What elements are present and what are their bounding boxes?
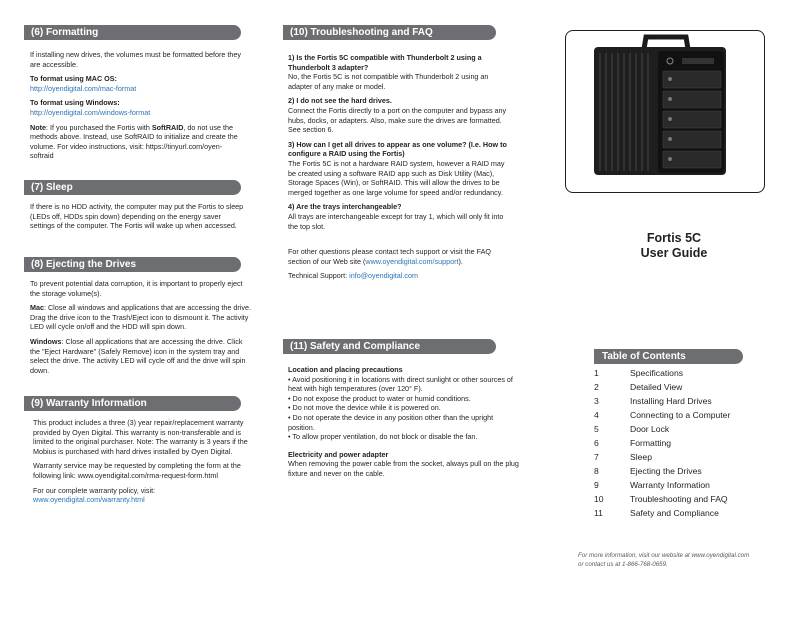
safety-location-title: Location and placing precautions bbox=[288, 365, 403, 374]
toc-header: Table of Contents bbox=[594, 349, 743, 364]
warranty-p3: For our complete warranty policy, visit: bbox=[33, 485, 156, 495]
toc-item[interactable]: 3 Installing Hard Drives bbox=[594, 396, 712, 406]
softraid-note: Note: If you purchased the Fortis with SoftRAID, do not use the methods above. Instead, use SoftRAID to initialize and create the volume. For video instructions, visit: https://tinyurl.com/oyen-softraid bbox=[30, 122, 238, 161]
ejecting-intro: To prevent potential data corruption, it is important to properly eject the storage volume(s). bbox=[30, 279, 243, 298]
formatting-intro: If installing new drives, the volumes must be formatted before they are accessible. bbox=[30, 50, 241, 69]
windows-format-label: To format using Windows: bbox=[30, 98, 120, 108]
footer-line2: or contact us at 1-866-768-0659. bbox=[578, 561, 668, 568]
guide-title-line2: User Guide bbox=[640, 246, 708, 260]
faq-a2: Connect the Fortis directly to a port on the computer and bypass any hubs, docks, or adapters. Also, make sure the drives are formatted. See section 6. bbox=[288, 105, 507, 135]
faq-q4: 4) Are the trays interchangeable? bbox=[288, 202, 402, 212]
section-header-warranty: (9) Warranty Information bbox=[24, 396, 241, 411]
safety-electricity-title: Electricity and power adapter bbox=[288, 449, 389, 459]
toc-item[interactable]: 10 Troubleshooting and FAQ bbox=[594, 494, 728, 504]
section-header-safety: (11) Safety and Compliance bbox=[283, 339, 496, 354]
faq-q3: 3) How can I get all drives to appear as one volume? (I.e. How to configure a RAID using the Fortis) bbox=[288, 139, 507, 159]
faq-q1: 1) Is the Fortis 5C compatible with Thunderbolt 2 using a Thunderbolt 3 adapter? bbox=[288, 53, 482, 72]
faq-other-questions: For other questions please contact tech support or visit the FAQ section of our Web site (www.oyendigital.com/support). bbox=[288, 247, 491, 266]
section-header-formatting: (6) Formatting bbox=[24, 25, 241, 40]
safety-bullet: • Do not expose the product to water or humid conditions. bbox=[288, 393, 471, 403]
ejecting-windows: Windows: Close all applications that are accessing the drive. Click the "Eject Hardware" (Safely Remove) icon in the system tray and select the drive. The activity LED will cycle off and the drive will spin down. bbox=[30, 336, 246, 375]
safety-body bbox=[288, 365, 520, 479]
toc-item[interactable]: 7 Sleep bbox=[594, 452, 652, 462]
faq-a4: All trays are interchangeable except for tray 1, which will only fit into the top slot. bbox=[288, 211, 504, 231]
contact-footer bbox=[578, 551, 778, 569]
toc-item[interactable]: 4 Connecting to a Computer bbox=[594, 410, 731, 420]
ejecting-body bbox=[30, 279, 252, 375]
ejecting-mac: Mac: Close all windows and applications that are accessing the drive. Drag the drive icon to the Trash/Eject icon to dismount it. The activity LED will cycle on/off and the HDD will spin down. bbox=[30, 303, 251, 332]
safety-bullet: • To allow proper ventilation, do not block or disable the fan. bbox=[288, 432, 478, 442]
toc-item[interactable]: 11 Safety and Compliance bbox=[594, 508, 719, 518]
toc-item[interactable]: 2 Detailed View bbox=[594, 382, 683, 392]
safety-bullet: • Do not move the device while it is powered on. bbox=[288, 403, 441, 413]
faq-a1: No, the Fortis 5C is not compatible with Thunderbolt 2 using an adapter of any make or model. bbox=[288, 72, 489, 91]
safety-bullet: • Avoid positioning it in locations with direct sunlight or other sources of heat with high temperatures (over 120° F). bbox=[288, 374, 513, 394]
guide-title bbox=[562, 231, 786, 261]
faq-a3: The Fortis 5C is not a hardware RAID system, however a RAID may be created using a software RAID app such as Disk Utility (Mac), Storage Spaces (Win), or SoftRAID. This will allow the drives to be merged together as one large volume for speed and/or redundancy. bbox=[288, 158, 505, 197]
faq-q2: 2) I do not see the hard drives. bbox=[288, 96, 392, 106]
safety-electricity-text: When removing the power cable from the socket, always pull on the plug fixture and never on the cable. bbox=[288, 459, 519, 478]
toc-item[interactable]: 6 Formatting bbox=[594, 438, 672, 448]
sleep-body: If there is no HDD activity, the computer may put the Fortis to sleep (LEDs off, HDDs spin down) depending on the energy saver settings of the computer. The Fortis will wake up when accessed. bbox=[30, 202, 244, 231]
warranty-body bbox=[33, 418, 255, 505]
tech-support: Technical Support: info@oyendigital.com bbox=[288, 271, 418, 281]
mac-format-label: To format using MAC OS: bbox=[30, 74, 117, 84]
warranty-link[interactable]: www.oyendigital.com/warranty.html bbox=[33, 495, 145, 505]
warranty-p2: Warranty service may be requested by completing the form at the following link: www.oyendigital.com/rma-request-form.html bbox=[33, 461, 241, 480]
product-photo bbox=[565, 30, 765, 193]
section-header-faq: (10) Troubleshooting and FAQ bbox=[283, 25, 496, 40]
formatting-body bbox=[30, 50, 244, 161]
section-header-sleep: (7) Sleep bbox=[24, 180, 241, 195]
safety-bullet: • Do not operate the device in any position other than the upright position. bbox=[288, 412, 494, 432]
toc-item[interactable]: 1 Specifications bbox=[594, 368, 684, 378]
mac-format-link[interactable]: http://oyendigital.com/mac-format bbox=[30, 83, 137, 93]
toc-item[interactable]: 9 Warranty Information bbox=[594, 480, 710, 490]
guide-title-line1: Fortis 5C bbox=[646, 231, 702, 245]
nas-enclosure-image bbox=[566, 31, 764, 192]
windows-format-link[interactable]: http://oyendigital.com/windows-format bbox=[30, 107, 151, 117]
toc-item[interactable]: 5 Door Lock bbox=[594, 424, 670, 434]
warranty-p1: This product includes a three (3) year repair/replacement warranty provided by Oyen Digital. This warranty is non-transferable and is limited to the original purchaser. Note: The warranty is 3 years if the Mobius is purchased with hard drives installed by Oyen Digital. bbox=[33, 418, 248, 456]
support-link[interactable]: www.oyendigital.com/support bbox=[365, 256, 459, 266]
toc-item[interactable]: 8 Ejecting the Drives bbox=[594, 466, 702, 476]
section-header-ejecting: (8) Ejecting the Drives bbox=[24, 257, 241, 272]
footer-line1: For more information, visit our website at www.oyendigital.com bbox=[578, 552, 750, 559]
support-email-link[interactable]: info@oyendigital.com bbox=[349, 271, 418, 281]
faq-body bbox=[288, 53, 513, 281]
